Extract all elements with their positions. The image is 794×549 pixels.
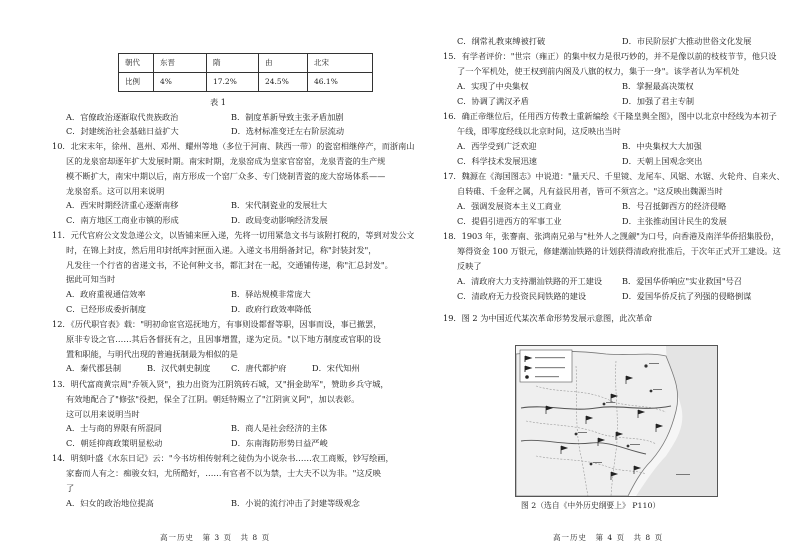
q16-option-a: A．西学受到广泛欢迎 <box>457 141 537 151</box>
q12-option-c: C．唐代都护府 <box>231 363 287 373</box>
q11-stem-line: 据此可知当时 <box>66 274 116 284</box>
q12-option-d: D．宋代知州 <box>312 363 360 373</box>
table-cell: 隋 <box>207 54 259 73</box>
q9-option-a: A．官僚政治逐渐取代贵族政治 <box>66 112 179 122</box>
q10-option-c: C．南方地区工商业市镇的形成 <box>66 215 179 225</box>
q13-option-b: B．商人是社会经济的主体 <box>231 423 328 433</box>
q10-option-d: D．政局变动影响经济发展 <box>231 215 328 225</box>
figure-2-caption: 图 2（选自《中外历史纲要上》 P110） <box>521 501 661 510</box>
q16-stem-line: 午线，即零度经线以北京时间，这反映出当时 <box>457 126 621 136</box>
table-cell: 4% <box>154 73 207 92</box>
q17-option-a: A．强调发展资本主义工商业 <box>457 201 562 211</box>
table-header-row <box>119 54 373 73</box>
q10-stem-line: 区的龙泉窑却逐年扩大发展时期。南宋时期，龙泉窑成为皇家官窑窑，龙泉青瓷的生产规 <box>66 156 386 166</box>
q16-option-c: C．科学技术发展迅速 <box>457 156 537 166</box>
q14-stem-line: 家畜而人有之：痴骏女妇，尤所酷好，……有官者不以为禁，士大夫不以为非。"这反映 <box>66 468 381 478</box>
q14-option-b: B．小说的流行冲击了封建等级观念 <box>231 498 360 508</box>
table-cell: 朝代 <box>119 54 154 73</box>
q14-option-a: A．妇女的政治地位提高 <box>66 498 154 508</box>
table-cell: 比例 <box>119 73 154 92</box>
q12-option-b: B．汉代刺史制度 <box>147 363 211 373</box>
q14-option-d: D．市民阶层扩大推动世俗文化发展 <box>622 36 752 46</box>
q17-stem-line: 自转碓、千金秤之属，凡有益民用者，皆可不须宫之。"这反映出魏源当时 <box>457 186 723 196</box>
q18-option-b: B．爱国华侨响应"实业救国"号召 <box>622 276 742 286</box>
page-footer: 高一历史 第 4 页 共 8 页 <box>553 533 664 542</box>
q11-option-b: B．驿站规模非常庞大 <box>231 289 311 299</box>
q12-option-a: A．秦代郡县制 <box>66 363 122 373</box>
q16-option-d: D．天朝上国观念突出 <box>622 156 703 166</box>
q15-option-a: A．实现了中央集权 <box>457 81 529 91</box>
page-footer: 高一历史 第 3 页 共 8 页 <box>160 533 271 542</box>
q13-stem-line: 有效地配合了"修弦"役把，保全了江阴。朝廷特赐立了"江阴寅义阿"，加以表彰。 <box>66 394 360 404</box>
q10-option-a: A．西宋时期经济重心逐渐南移 <box>66 200 179 210</box>
q14-option-c: C．纲常礼教束缚被打破 <box>457 36 546 46</box>
q18-option-d: D．爱国华侨反抗了列强的侵略倒谋 <box>622 291 752 301</box>
q13-stem-line: 13．明代富商黄宗周"乔领入贤"，独力出资为江阴筑砖石城，又"捐金助军"，赞助乡兵守城， <box>52 379 389 389</box>
q13-option-d: D．东南海防形势日益严峻 <box>231 438 328 448</box>
q18-stem-line: 18．1903 年，张謇南、张鸿南兄弟与"杜外人之觊觎"为口号，向香港及南洋华侨招集股份， <box>443 231 780 241</box>
q17-option-c: C．提倡引进西方的军事工业 <box>457 216 562 226</box>
q10-stem-line: 10．北宋末年，徐州、邕州、邓州、耀州等地（多位于河南、陕西一带）的瓷窑相继停产，而浙南山 <box>52 141 415 151</box>
q10-option-b: B．宋代制瓷业的发展壮大 <box>231 200 328 210</box>
q14-stem-line: 了 <box>66 483 75 493</box>
table-caption: 表 1 <box>210 97 226 107</box>
q15-option-c: C．协调了满汉矛盾 <box>457 96 529 106</box>
q18-option-c: C．清政府无力投资民间铁路的建设 <box>457 291 587 301</box>
q17-option-b: B．号召抵御西方的经济侵略 <box>622 201 727 211</box>
q11-stem-line: 11．元代官府公文发急递公文，以皆铺来匣入递，先将一切用紧急文书与该附打税的，等到对发公文 <box>52 230 415 240</box>
q11-option-d: D．政府行政效率降低 <box>231 304 312 314</box>
q18-stem-line: 筹得资金 100 万银元，修建潮汕铁路的计划获得清政府批准后，于次年正式开工建设。这 <box>457 246 781 256</box>
q18-option-a: A．清政府大力支持潮汕铁路的开工建设 <box>457 276 603 286</box>
q9-option-c: C．封建统治社会基础日益扩大 <box>66 126 179 136</box>
q13-stem-line: 这可以用来说明当时 <box>66 409 140 419</box>
q17-option-d: D．主张推动国计民生的发展 <box>622 216 727 226</box>
q15-option-b: B．掌握最高决策权 <box>622 81 694 91</box>
revolution-map <box>515 345 718 497</box>
q9-option-d: D．选材标准变迁左右阶层流动 <box>231 126 345 136</box>
q11-option-a: A．政府重视通信效率 <box>66 289 146 299</box>
q16-stem-line: 16．确正帝继位后，任用西方传教士重新编绘《干隆皇舆全图》，图中以北京中经线为本初子 <box>443 111 777 121</box>
q13-option-a: A．士与商的界限有所混同 <box>66 423 162 433</box>
q11-option-c: C．已经形成委折制度 <box>66 304 146 314</box>
table-cell: 46.1% <box>308 73 373 92</box>
table-row <box>119 73 373 92</box>
q16-option-b: B．中央集权大大加强 <box>622 141 702 151</box>
q12-stem-line: 置和职能，与明代出现的普遍抚制最为相似的是 <box>66 349 238 359</box>
q9-option-b: B．制度革新导致主张矛盾加剧 <box>231 112 344 122</box>
table-cell: 北宋 <box>308 54 373 73</box>
q17-stem-line: 17．魏源在《海国图志》中说道："量天尺、千里镜、龙尾车、风锯、水锯、火轮舟、自来火、 <box>443 171 785 181</box>
q19-stem: 19．图 2 为中国近代某次革命形势发展示意图，此次革命 <box>443 313 653 323</box>
q10-stem-line: 龙泉窑系。这可以用来说明 <box>66 186 165 196</box>
table-1 <box>118 53 373 92</box>
q15-stem-line: 15．有学者评价："世宗（雍正）的集中权力是很巧妙的，并不是像以前的枝枝节节，他只设 <box>443 51 777 61</box>
table-cell: 24.5% <box>259 73 308 92</box>
q11-stem-line: 凡发往一个行省的省递文书，不论何种文书，都汇封在一起，交通铺传递，称"汇总封发"。 <box>66 260 393 270</box>
table-cell: 17.2% <box>207 73 259 92</box>
q15-stem-line: 了一个军机处，使王权到前内阁及八旗的权力，集于一身"。该学者认为军机处 <box>457 66 740 76</box>
q13-option-c: C．朝廷抑商政策明显松动 <box>66 438 163 448</box>
q12-stem-line: 12．《历代职官表》载："明初命宦官巡抚地方，有事则设都督等职，因事而设，事已撤罢， <box>52 319 382 329</box>
table-cell: 由 <box>259 54 308 73</box>
map-illustration <box>516 346 717 496</box>
table-cell: 东晋 <box>154 54 207 73</box>
q14-stem-line: 14．明刻叶盛《水东日记》云："今书坊相传射利之徒伪为小说杂书……农工商贩，钞写绘画， <box>52 453 394 463</box>
q11-stem-line: 时，在锦上封皮，然后用印封纸库封匣面入递。入递文书用绢备封记，称"封装封发"， <box>66 245 377 255</box>
q15-option-d: D．加强了君主专制 <box>622 96 695 106</box>
q10-stem-line: 模不断扩大，南宋中期以后，南方形成一个窑厂众多、专门烧制青瓷的庞大窑场体系—— <box>66 171 386 181</box>
q12-stem-line: 原非专设之官……其后各督抚有之，且因事增置，遂为定员。"以下地方制度或官职的设 <box>66 334 381 344</box>
q18-stem-line: 反映了 <box>457 261 482 271</box>
